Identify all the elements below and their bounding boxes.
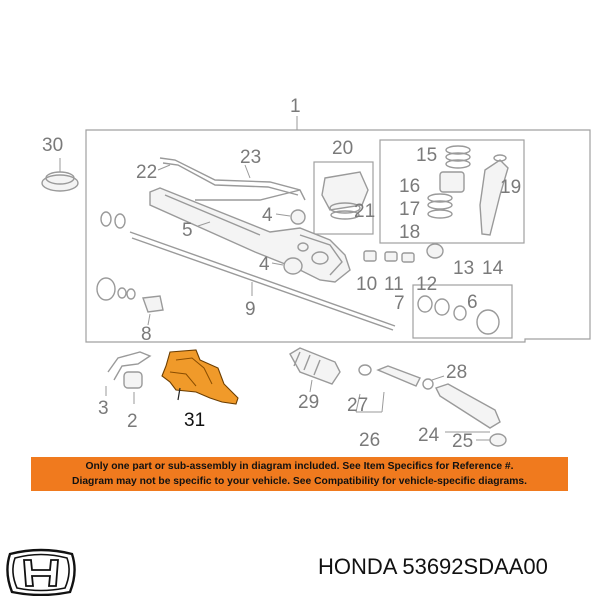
callout-8: 8 (141, 324, 152, 345)
part-2-drawing (124, 372, 142, 404)
callout-2: 2 (127, 411, 138, 432)
callout-20: 20 (332, 138, 354, 159)
callout-21: 21 (354, 201, 376, 222)
callout-31: 31 (184, 410, 206, 431)
rack-housing-drawing (150, 188, 350, 282)
part-31-drawing (162, 350, 238, 404)
callout-4a: 4 (262, 205, 273, 226)
callout-17: 17 (399, 199, 421, 220)
notice-line-2: Diagram may not be specific to your vehicle. See Compatibility for vehicle-specific diagrams. (72, 476, 527, 487)
part-29-drawing (290, 348, 340, 392)
part-22-23-drawing (158, 158, 305, 200)
callout-16: 16 (399, 176, 421, 197)
callout-5: 5 (182, 220, 193, 241)
callout-9: 9 (245, 299, 256, 320)
callout-29: 29 (298, 392, 320, 413)
callout-28: 28 (446, 362, 468, 383)
part-30-drawing (42, 158, 78, 191)
seals-left-drawing (97, 212, 135, 300)
callout-14: 14 (482, 258, 504, 279)
notice-banner (31, 457, 568, 491)
callout-3: 3 (98, 398, 109, 419)
part-number-caption: HONDA 53692SDAA00 (318, 554, 548, 579)
callout-18: 18 (399, 222, 421, 243)
callout-12: 12 (416, 274, 438, 295)
honda-logo-icon (4, 548, 78, 596)
callout-27: 27 (347, 395, 369, 416)
callout-7: 7 (394, 293, 405, 314)
part-6-7-drawing (418, 296, 499, 334)
callout-1: 1 (290, 96, 301, 117)
callout-6: 6 (467, 292, 478, 313)
callout-22: 22 (136, 162, 158, 183)
callout-24: 24 (418, 425, 440, 446)
part-8-drawing (143, 296, 163, 325)
part-15-19-drawing (428, 146, 508, 235)
callout-11: 11 (384, 274, 404, 295)
callout-23: 23 (240, 147, 262, 168)
callout-26: 26 (359, 430, 381, 451)
callout-19: 19 (500, 177, 522, 198)
notice-line-1: Only one part or sub-assembly in diagram included. See Item Specifics for Reference #. (85, 461, 514, 472)
callout-13: 13 (453, 258, 475, 279)
callout-30: 30 (42, 135, 64, 156)
callout-15: 15 (416, 145, 438, 166)
callout-4b: 4 (259, 254, 270, 275)
callout-25: 25 (452, 431, 474, 452)
part-10-13-drawing (364, 244, 443, 262)
callout-10: 10 (356, 274, 378, 295)
